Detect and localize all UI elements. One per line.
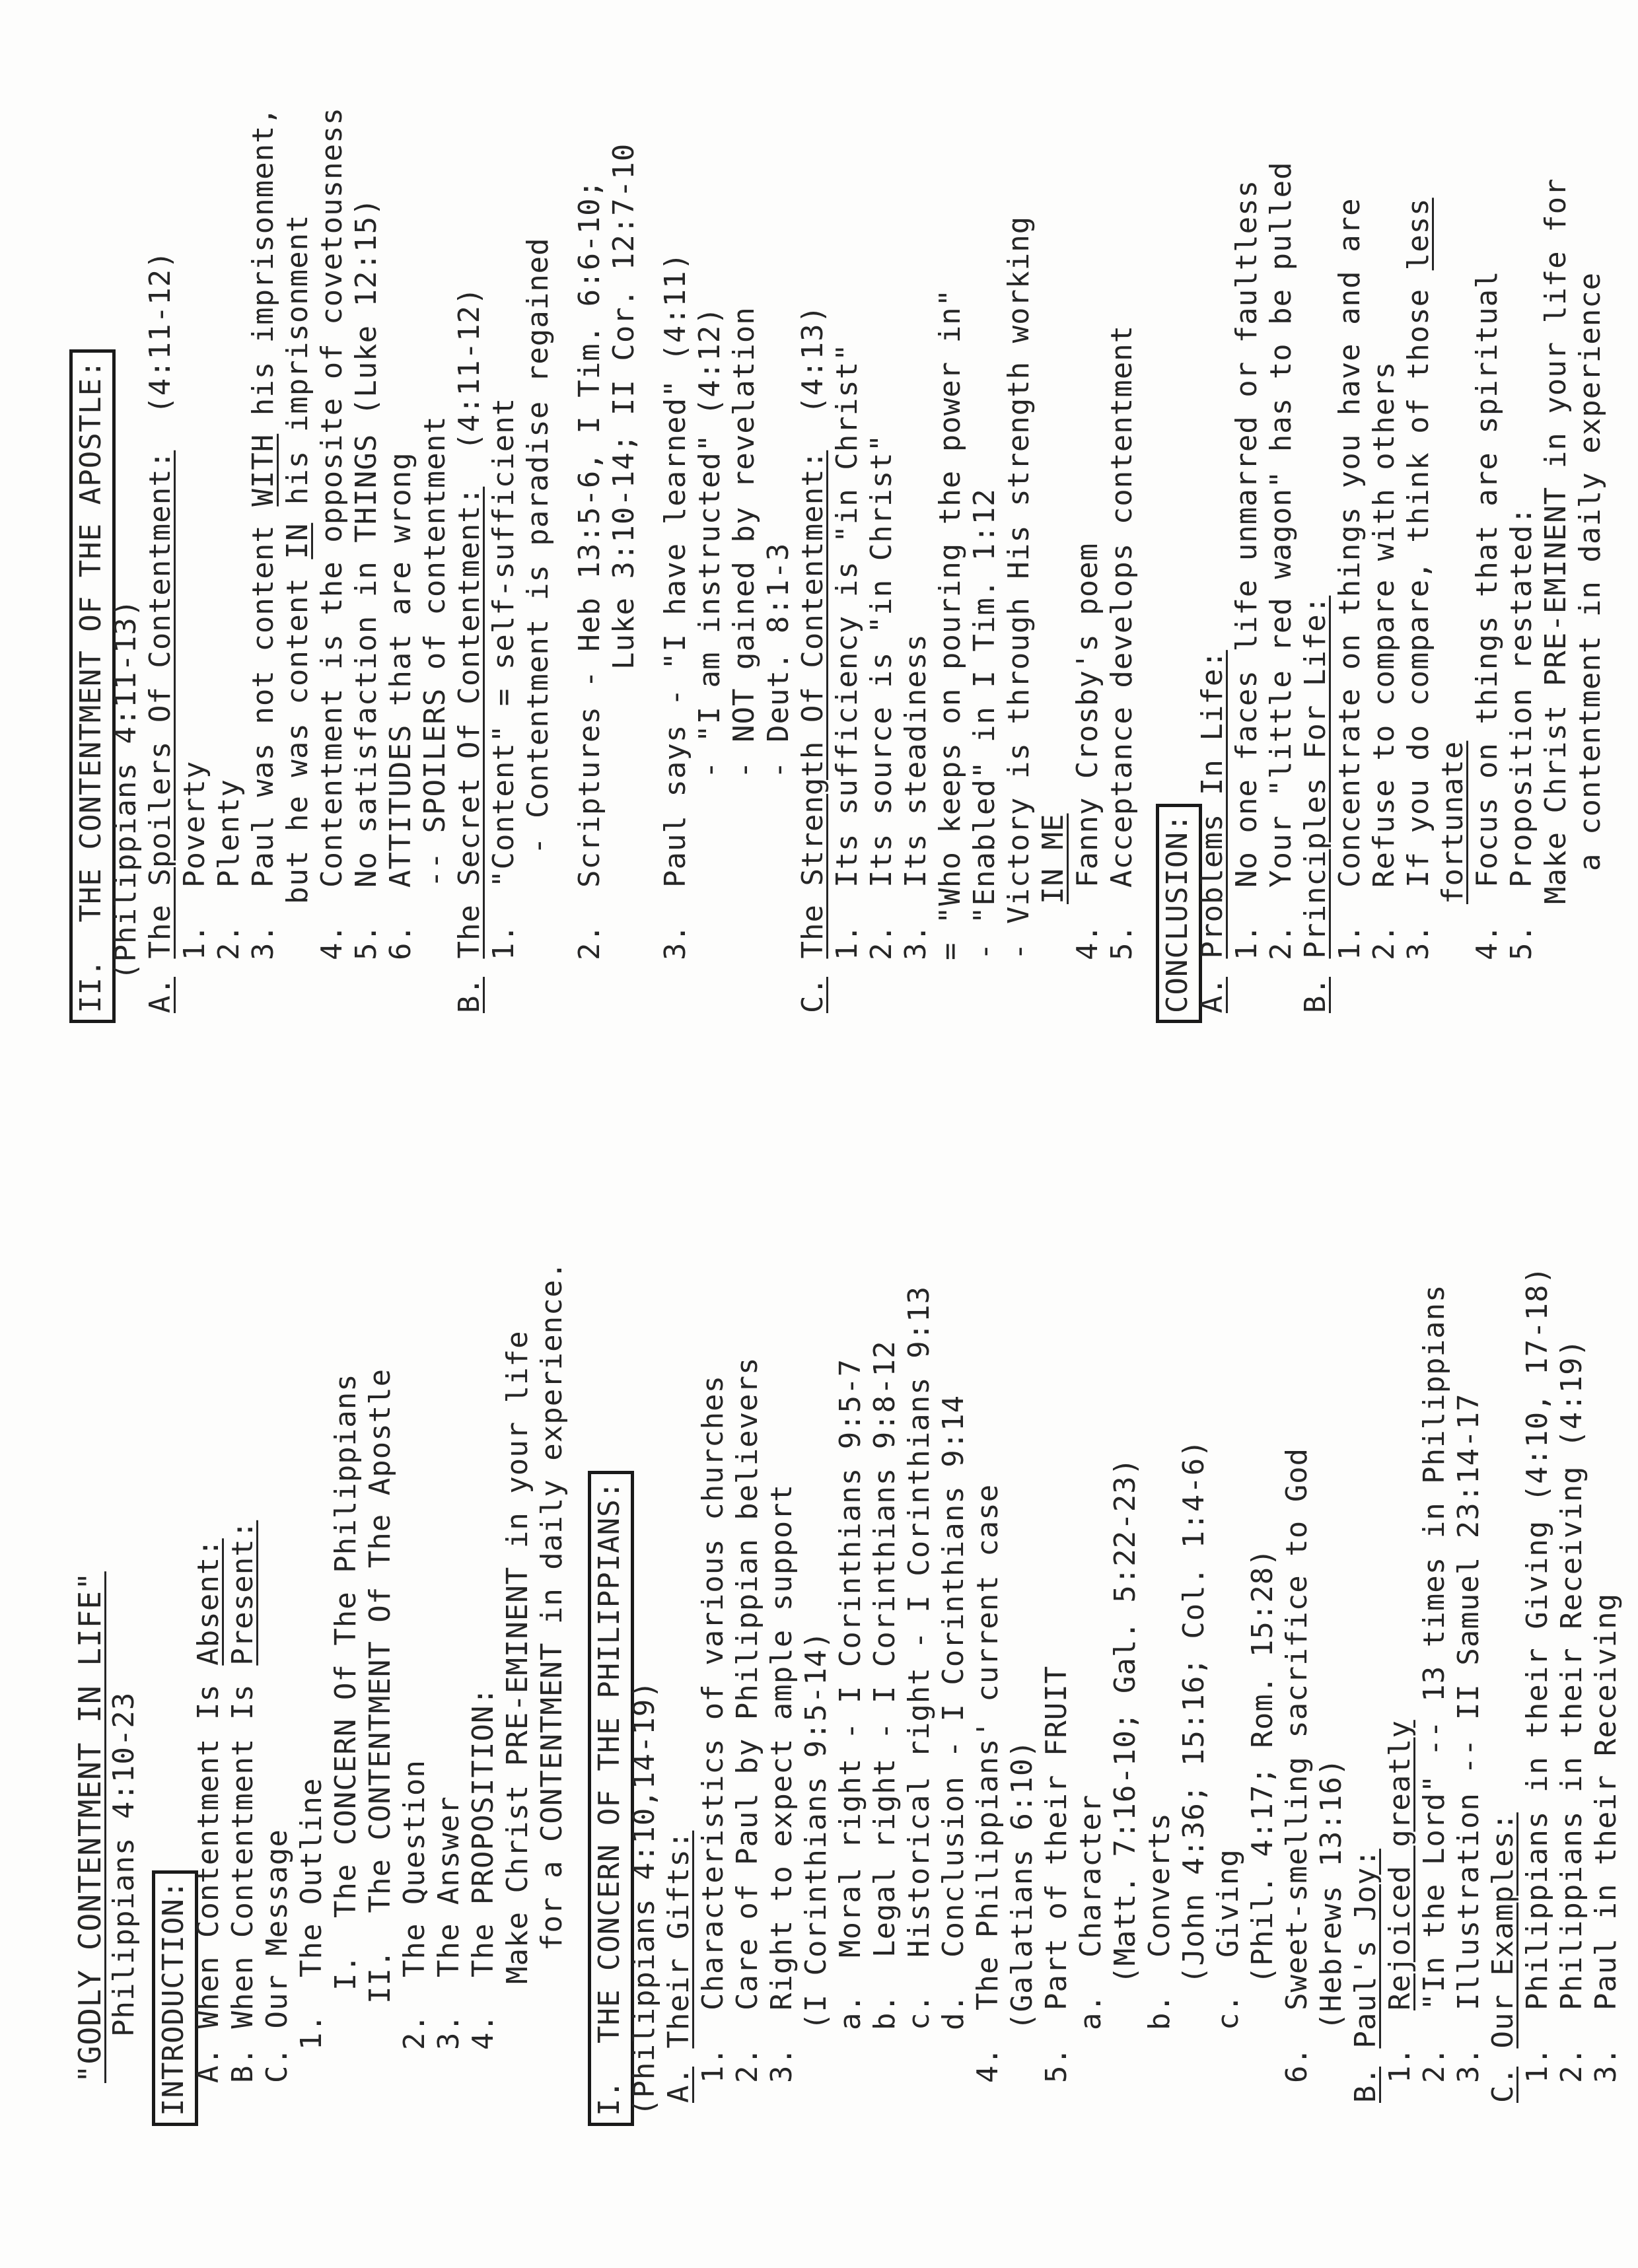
- marker: 6.: [384, 924, 417, 960]
- spoiler-3-post: his imprisonment,: [246, 106, 280, 434]
- marker: 2.: [398, 2014, 431, 2050]
- marker: 4.: [1071, 924, 1104, 960]
- marker: b.: [1143, 1994, 1176, 2030]
- joy-3: [1452, 1393, 1486, 2083]
- conclusion-b-label: Principles For Life:: [1299, 595, 1332, 959]
- section1-ref: (Philippians 4:10,14-19): [627, 1680, 661, 2116]
- gift-5b-text: Converts: [1143, 1812, 1176, 1958]
- marker: B.: [452, 977, 486, 1013]
- gift-3: [765, 1484, 799, 2083]
- problem-1: [1230, 180, 1264, 960]
- introduction-heading: INTRODUCTION:: [152, 1870, 198, 2126]
- conclusion-b: [1299, 596, 1333, 1013]
- secret-2-text: Scriptures - Heb 13:5-6, I Tim. 6:6-10;: [573, 179, 606, 888]
- section2-heading: II. THE CONTENTMENT OF THE APOSTLE:: [69, 349, 116, 1023]
- marker: a.: [1074, 1994, 1108, 2030]
- marker: 4.: [315, 924, 349, 960]
- gift-5a-text: Character: [1074, 1794, 1108, 1958]
- spoiler-2-text: Plenty: [212, 779, 246, 888]
- marker: C.: [260, 2047, 294, 2083]
- secret-1: [487, 398, 521, 960]
- gift-3d-text: Conclusion - I Corinthians 9:14: [937, 1394, 970, 1958]
- secret-1-text: "Content" = self-sufficient: [487, 397, 520, 888]
- conclusion-a: [1195, 650, 1230, 1013]
- proposition-text: The PROPOSITION:: [466, 1687, 500, 1978]
- section2-b: [452, 287, 487, 1013]
- marker: 5.: [349, 924, 383, 960]
- marker: 2.: [865, 924, 898, 960]
- spoiler-1: [178, 761, 212, 960]
- intro-b-text: When Contentment Is: [226, 1665, 260, 2029]
- gift-3c-text: Historical right - I Corinthians 9:13: [902, 1285, 936, 1958]
- outline-ii-text: The CONTENTMENT Of The Apostle: [363, 1368, 397, 1913]
- intro-proposition: [466, 1687, 501, 2050]
- marker: 1.: [1333, 924, 1367, 960]
- gift-3-ref: (I Corinthians 9:5-14): [799, 1631, 833, 2030]
- principle-3-key: less: [1402, 197, 1435, 271]
- principle-5-line-c: a contentment in daily experience: [1573, 271, 1607, 871]
- secret-3: [659, 252, 693, 960]
- spoiler-3b-post: his imprisonment: [281, 214, 314, 523]
- marker: B.: [1299, 977, 1332, 1013]
- gift-6-text: Sweet-smelling sacrifice to God: [1280, 1447, 1314, 2011]
- strength-1: [830, 343, 865, 960]
- marker: A.: [192, 2047, 225, 2083]
- secret-3-cont-3: - Deut. 8:1-3: [762, 542, 795, 779]
- strength-3-line-d: IN ME: [1036, 813, 1070, 904]
- principle-5-line-b: Make Christ PRE-EMINENT in your life for: [1539, 178, 1573, 904]
- section2-a: [143, 250, 178, 1013]
- marker: c.: [902, 1994, 936, 2030]
- marker: 3.: [1452, 2047, 1485, 2083]
- intro-c-text: Our Message: [260, 1829, 294, 2029]
- marker: 5.: [1040, 2047, 1073, 2083]
- spoiler-3-cont: [281, 214, 315, 904]
- marker: 2.: [730, 2047, 764, 2083]
- example-2: [1555, 1339, 1589, 2083]
- example-1: [1520, 1266, 1555, 2083]
- spoiler-3: [246, 107, 281, 960]
- spoiler-3-text: Paul was not content: [246, 506, 280, 888]
- joy-2-text: "In the Lord" -- 13 times in Philippians: [1417, 1284, 1451, 2011]
- problem-2-text: Your "little red wagon" has to be pulled: [1264, 161, 1298, 888]
- marker: 4.: [466, 2014, 500, 2050]
- gift-5a-ref: (Matt. 7:16-10; Gal. 5:22-23): [1108, 1457, 1142, 1984]
- principle-3-cont: fortunate: [1436, 740, 1470, 904]
- gift-5c-text: Giving: [1211, 1849, 1245, 1958]
- marker: 1.: [830, 924, 864, 960]
- marker: C.: [796, 977, 830, 1013]
- marker: 3.: [246, 924, 280, 960]
- marker: 2.: [212, 924, 246, 960]
- principle-2: [1367, 361, 1402, 960]
- marker: 1.: [696, 2047, 730, 2083]
- principle-4: [1470, 270, 1505, 960]
- gift-5: [1040, 1666, 1074, 2083]
- principle-5: [1505, 507, 1539, 960]
- marker: B.: [1349, 2067, 1382, 2103]
- spoiler-4-text: Contentment is the opposite of covetousness: [315, 106, 349, 888]
- marker: 3.: [1589, 2047, 1623, 2083]
- marker: d.: [937, 1994, 970, 2030]
- spoiler-6-cont: -- SPOILERS of contentment: [418, 415, 452, 888]
- section2-b-ref: (4:11-12): [452, 287, 486, 450]
- spoiler-1-text: Poverty: [178, 760, 211, 888]
- gift-6-ref: (Hebrews 13:16): [1314, 1757, 1348, 2030]
- strength-3-line-c: - Victory is through His strength working: [1002, 215, 1036, 960]
- gift-4-text: The Philippians' current case: [971, 1483, 1005, 2011]
- gift-5c-ref: (Phil. 4:17; Rom. 15:28): [1246, 1548, 1279, 1984]
- marker: 2.: [1555, 2047, 1588, 2083]
- gift-3b-text: Legal right - I Corinthians 9:8-12: [868, 1340, 902, 1958]
- strength-3: [899, 633, 933, 960]
- intro-answer: [432, 1796, 466, 2050]
- problem-1-text: No one faces life unmarred or faultless: [1230, 179, 1264, 888]
- marker: 2.: [1417, 2047, 1451, 2083]
- section1-b: [1349, 1849, 1383, 2103]
- marker: 1.: [1383, 2047, 1417, 2083]
- spoiler-6-text: ATTITUDES that are wrong: [384, 452, 417, 888]
- marker: 3.: [659, 924, 692, 960]
- intro-b: [226, 1520, 260, 2083]
- intro-outline-ii: [363, 1368, 398, 2004]
- joy-1: [1383, 1720, 1417, 2083]
- section1-a: [662, 1831, 696, 2103]
- section2-a-ref: (4:11-12): [143, 250, 177, 414]
- spoiler-3b-text: but he was content: [281, 559, 314, 904]
- gift-5b-ref: (John 4:36; 15:16; Col. 1:4-6): [1177, 1439, 1211, 1984]
- marker: 3.: [1402, 924, 1435, 960]
- marker: 3.: [899, 924, 933, 960]
- joy-2: [1417, 1284, 1452, 2083]
- example-3: [1589, 1593, 1623, 2083]
- gift-4: [971, 1484, 1005, 2083]
- intro-a-text: When Contentment Is: [192, 1665, 225, 2029]
- intro-outline: [295, 1778, 329, 2050]
- marker: 5.: [1505, 924, 1538, 960]
- spoiler-3b-key: IN: [281, 522, 314, 559]
- marker: 1.: [487, 924, 520, 960]
- example-3-text: Paul in their Receiving: [1589, 1592, 1623, 2011]
- strength-4-text: Fanny Crosby's poem: [1071, 542, 1104, 888]
- gift-4-ref: (Galatians 6:10): [1005, 1740, 1039, 2030]
- gift-1-text: Characteristics of various churches: [696, 1374, 730, 2011]
- spoiler-3-key: WITH: [246, 433, 280, 507]
- principle-3: [1402, 197, 1436, 960]
- section1-a-label: Their Gifts:: [662, 1830, 695, 2049]
- spoiler-5: [349, 197, 384, 960]
- marker: A.: [143, 977, 177, 1013]
- marker: 6.: [1280, 2047, 1314, 2083]
- marker: 3.: [432, 2014, 466, 2050]
- conclusion-a-label: Problems In Life:: [1195, 650, 1229, 959]
- strength-5: [1105, 325, 1139, 960]
- strength-3-text: Its steadiness: [899, 633, 933, 888]
- gift-2: [730, 1357, 765, 2083]
- gift-5-text: Part of their FRUIT: [1040, 1665, 1073, 2011]
- joy-1-text: Rejoiced greatly: [1383, 1720, 1417, 2011]
- strength-1-text: Its sufficiency is "in Christ": [830, 343, 864, 888]
- secret-1-cont: - Contentment is paradise regained: [521, 237, 555, 855]
- section2-c-label: The Strength Of Contentment:: [796, 450, 830, 959]
- secret-2-cont: Luke 3:10-14; II Cor. 12:7-10: [607, 143, 641, 670]
- marker: 1.: [1230, 924, 1264, 960]
- intro-a: [192, 1538, 226, 2083]
- gift-2-text: Care of Paul by Philippian believers: [730, 1357, 764, 2011]
- section1-c: [1486, 1812, 1520, 2103]
- joy-3-text: Illustration -- II Samuel 23:14-17: [1452, 1393, 1485, 2011]
- section1-c-label: Our Examples:: [1486, 1812, 1520, 2049]
- principle-5-text: Proposition restated:: [1505, 506, 1538, 888]
- marker: 4.: [1470, 924, 1504, 960]
- example-2-text: Philippians in their Receiving (4:19): [1555, 1338, 1588, 2011]
- gift-3b: [868, 1340, 902, 2030]
- scripture-reference: Philippians 4:10-23: [107, 1691, 141, 2037]
- gift-5a: [1074, 1794, 1108, 2030]
- section2-c: [796, 305, 830, 1013]
- outline-title: "GODLY CONTENTMENT IN LIFE": [72, 1571, 108, 2083]
- principle-2-text: Refuse to compare with others: [1367, 361, 1401, 888]
- proposition-line-2: for a CONTENTMENT in daily experience.: [535, 1261, 569, 1951]
- secret-3-cont-2: - NOT gained by revelation: [727, 306, 761, 779]
- marker: 2.: [1367, 924, 1401, 960]
- gift-5c: [1211, 1849, 1246, 2030]
- gift-3c: [902, 1286, 937, 2030]
- marker: c.: [1211, 1994, 1245, 2030]
- gift-6: [1280, 1448, 1314, 2083]
- section1-b-label: Paul's Joy:: [1349, 1849, 1382, 2049]
- answer-text: The Answer: [432, 1796, 466, 1978]
- secret-3-text: Paul says - "I have learned" (4:11): [659, 252, 692, 888]
- strength-5-text: Acceptance develops contentment: [1105, 324, 1139, 888]
- gift-1: [696, 1375, 730, 2083]
- marker: a.: [834, 1994, 867, 2030]
- marker: A.: [662, 2067, 695, 2103]
- gift-3-text: Right to expect ample support: [765, 1483, 799, 2011]
- marker: 1.: [295, 2014, 328, 2050]
- secret-2: [573, 180, 607, 960]
- marker: B.: [226, 2047, 260, 2083]
- principle-1: [1333, 197, 1367, 960]
- intro-c: [260, 1829, 295, 2083]
- marker: b.: [868, 1994, 902, 2030]
- section1-heading: I. THE CONCERN OF THE PHILIPPIANS:: [588, 1471, 634, 2126]
- spoiler-2: [212, 779, 246, 960]
- gift-5b: [1143, 1812, 1177, 2030]
- spoiler-4: [315, 107, 349, 960]
- section2-a-label: The Spoilers Of Contentment:: [143, 450, 177, 959]
- strength-3-line-a: = "Who keeps on pouring the power in": [933, 288, 967, 960]
- intro-b-key: Present:: [226, 1520, 260, 1666]
- principle-4-text: Focus on things that are spiritual: [1470, 270, 1504, 888]
- marker: 1.: [178, 924, 211, 960]
- marker: A.: [1195, 977, 1229, 1013]
- marker: I.: [329, 1954, 363, 1991]
- marker: C.: [1486, 2067, 1520, 2103]
- outline-text: The Outline: [295, 1777, 328, 1978]
- example-1-text: Philippians in their Giving (4:10, 17-18): [1520, 1265, 1554, 2011]
- strength-3-line-b: - "Enabled" in I Tim. 1:12: [968, 488, 1001, 960]
- marker: 5.: [1105, 924, 1139, 960]
- section2-ref: (Philippians 4:11-13): [109, 598, 143, 980]
- question-text: The Question: [398, 1759, 431, 1978]
- marker: 3.: [765, 2047, 799, 2083]
- section2-b-label: The Secret Of Contentment:: [452, 486, 486, 959]
- conclusion-heading: CONCLUSION:: [1156, 804, 1202, 1023]
- marker: 4.: [971, 2047, 1005, 2083]
- marker: II.: [363, 1949, 397, 2004]
- section2-c-ref: (4:13): [796, 304, 830, 414]
- marker: 2.: [1264, 924, 1298, 960]
- secret-3-cont-1: - "I am instructed" (4:12): [693, 306, 727, 779]
- proposition-line-1: Make Christ PRE-EMINENT in your life: [501, 1330, 534, 1984]
- intro-outline-i: [329, 1373, 363, 1991]
- marker: 1.: [1520, 2047, 1554, 2083]
- principle-1-text: Concentrate on things you have and are: [1333, 197, 1367, 888]
- problem-2: [1264, 161, 1299, 960]
- marker: 2.: [573, 924, 606, 960]
- outline-i-text: The CONCERN Of The Philippians: [329, 1373, 363, 1919]
- strength-2-text: Its source is "in Christ": [865, 433, 898, 888]
- strength-2: [865, 434, 899, 960]
- spoiler-5-text: No satisfaction in THINGS (Luke 12:15): [349, 197, 383, 888]
- gift-3a-text: Moral right - I Corinthians 9:5-7: [834, 1358, 867, 1958]
- gift-3d: [937, 1395, 971, 2030]
- strength-4: [1071, 543, 1105, 960]
- gift-3a: [834, 1359, 868, 2030]
- intro-a-key: Absent:: [192, 1538, 225, 1666]
- principle-3-text: If you do compare, think of those: [1402, 270, 1435, 888]
- intro-question: [398, 1759, 432, 2050]
- spoiler-6: [384, 452, 418, 960]
